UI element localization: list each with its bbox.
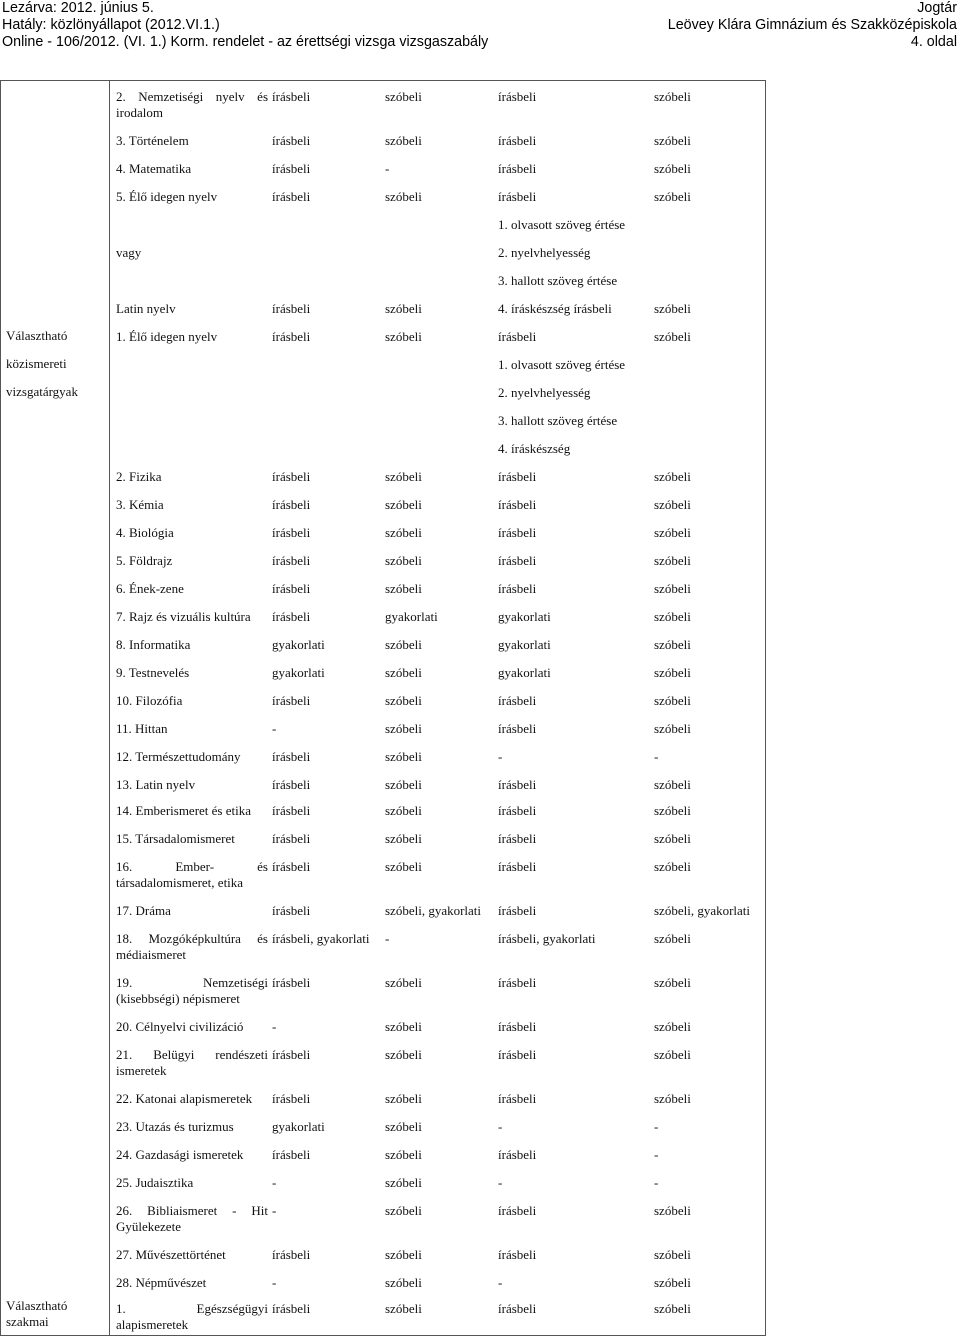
exam-cell-c2: szóbeli xyxy=(385,497,422,512)
exam-cell-c2: szóbeli xyxy=(385,469,422,484)
exam-cell-c2: szóbeli xyxy=(385,1203,422,1218)
exam-cell-c3: írásbeli xyxy=(498,1247,537,1262)
exam-cell-c4: szóbeli xyxy=(654,133,691,148)
exam-cell-c3: 2. nyelvhelyesség xyxy=(498,245,591,260)
header-right xyxy=(668,0,957,51)
exam-cell-c4: - xyxy=(654,1119,659,1134)
exam-cell-c1: írásbeli xyxy=(272,975,311,990)
exam-cell-c3: írásbeli xyxy=(498,133,537,148)
side-label-column xyxy=(0,80,110,1336)
exam-cell-c1: írásbeli xyxy=(272,133,311,148)
exam-cell-c1: írásbeli xyxy=(272,1147,311,1162)
exam-cell-c3: írásbeli xyxy=(498,161,537,176)
exam-cell-c3: írásbeli xyxy=(498,859,537,874)
header-left-line: Online - 106/2012. (VI. 1.) Korm. rendelet - az érettségi vizsga vizsgaszabály xyxy=(2,34,489,50)
header-right-line: Jogtár xyxy=(917,0,957,16)
exam-cell-c4: - xyxy=(654,1175,659,1190)
exam-cell-c1: írásbeli xyxy=(272,1247,311,1262)
exam-cell-c1: írásbeli xyxy=(272,903,311,918)
exam-cell-c3: írásbeli xyxy=(498,721,537,736)
header-right-line: Leövey Klára Gimnázium és Szakközépiskola xyxy=(667,17,957,33)
exam-cell-c2: szóbeli xyxy=(385,189,422,204)
exam-cell-c1: írásbeli xyxy=(272,1091,311,1106)
subject-cell: 2. Nemzetiségi nyelv és xyxy=(116,89,268,104)
exam-cell-c4: - xyxy=(654,749,659,764)
exam-cell-c1: - xyxy=(272,1203,277,1218)
exam-cell-c1: írásbeli xyxy=(272,497,311,512)
exam-cell-c2: szóbeli xyxy=(385,1119,422,1134)
exam-cell-c1: írásbeli xyxy=(272,525,311,540)
subject-cell: (kisebbségi) népismeret xyxy=(116,991,240,1006)
exam-cell-c2: szóbeli xyxy=(385,803,422,818)
exam-cell-c3: 3. hallott szöveg értése xyxy=(498,413,618,428)
side-label: vizsgatárgyak xyxy=(6,384,78,399)
exam-cell-c2: szóbeli xyxy=(385,553,422,568)
exam-cell-c3: írásbeli xyxy=(498,525,537,540)
exam-cell-c3: írásbeli xyxy=(498,1301,537,1316)
exam-cell-c3: írásbeli xyxy=(498,903,537,918)
exam-cell-c3: írásbeli xyxy=(498,1091,537,1106)
exam-cell-c4: szóbeli xyxy=(654,1275,691,1290)
exam-cell-c2: - xyxy=(385,931,390,946)
exam-cell-c3: - xyxy=(498,1119,503,1134)
exam-cell-c4: szóbeli xyxy=(654,931,691,946)
exam-cell-c4: szóbeli xyxy=(654,777,691,792)
exam-cell-c4: szóbeli xyxy=(654,553,691,568)
subject-cell: 17. Dráma xyxy=(116,903,171,918)
subject-cell: 1. Egészségügyi xyxy=(116,1301,268,1316)
subject-cell: 4. Matematika xyxy=(116,161,192,176)
exam-cell-c2: szóbeli xyxy=(385,1047,422,1062)
subject-cell: 4. Biológia xyxy=(116,525,174,540)
exam-cell-c4: szóbeli xyxy=(654,1091,691,1106)
exam-cell-c2: szóbeli xyxy=(385,693,422,708)
subject-cell: 15. Társadalomismeret xyxy=(116,831,235,846)
subject-cell: 7. Rajz és vizuális kultúra xyxy=(116,609,251,624)
exam-cell-c4: szóbeli xyxy=(654,1047,691,1062)
exam-cell-c4: szóbeli xyxy=(654,609,691,624)
subject-cell: 8. Informatika xyxy=(116,637,191,652)
exam-cell-c1: írásbeli xyxy=(272,469,311,484)
exam-cell-c2: szóbeli, gyakorlati xyxy=(385,903,482,918)
exam-cell-c3: írásbeli xyxy=(498,1047,537,1062)
exam-cell-c2: szóbeli xyxy=(385,721,422,736)
exam-cell-c3: írásbeli xyxy=(498,497,537,512)
exam-cell-c3: 1. olvasott szöveg értése xyxy=(498,357,626,372)
exam-cell-c4: szóbeli xyxy=(654,329,691,344)
exam-cell-c3: írásbeli xyxy=(498,553,537,568)
exam-cell-c2: szóbeli xyxy=(385,1275,422,1290)
exam-cell-c3: írásbeli xyxy=(498,581,537,596)
exam-cell-c3: írásbeli xyxy=(498,777,537,792)
side-label: Választható xyxy=(6,1298,68,1313)
exam-cell-c3: 1. olvasott szöveg értése xyxy=(498,217,626,232)
subject-cell: 1. Élő idegen nyelv xyxy=(116,329,218,344)
subject-cell: 9. Testnevelés xyxy=(116,665,190,680)
exam-cell-c3: 4. íráskészség írásbeli xyxy=(498,301,612,316)
exam-cell-c2: szóbeli xyxy=(385,831,422,846)
header-left-line: Lezárva: 2012. június 5. xyxy=(2,0,154,16)
subject-cell: 14. Emberismeret és etika xyxy=(116,803,252,818)
exam-cell-c3: gyakorlati xyxy=(498,637,551,652)
exam-cell-c1: - xyxy=(272,1175,277,1190)
exam-cell-c2: szóbeli xyxy=(385,133,422,148)
exam-cell-c2: szóbeli xyxy=(385,581,422,596)
exam-cell-c4: szóbeli xyxy=(654,721,691,736)
exam-cell-c3: írásbeli xyxy=(498,975,537,990)
exam-cell-c3: 3. hallott szöveg értése xyxy=(498,273,618,288)
exam-cell-c4: szóbeli xyxy=(654,1247,691,1262)
subject-cell: 25. Judaisztika xyxy=(116,1175,194,1190)
exam-cell-c3: gyakorlati xyxy=(498,609,551,624)
subject-cell: 18. Mozgóképkultúra és xyxy=(116,931,268,946)
subject-cell: alapismeretek xyxy=(116,1317,189,1332)
exam-cell-c4: - xyxy=(654,1147,659,1162)
subject-cell: vagy xyxy=(116,245,142,260)
exam-cell-c3: írásbeli xyxy=(498,189,537,204)
subject-cell: ismeretek xyxy=(116,1063,167,1078)
exam-cell-c2: szóbeli xyxy=(385,1175,422,1190)
exam-cell-c3: - xyxy=(498,749,503,764)
exam-cell-c1: - xyxy=(272,1275,277,1290)
exam-cell-c1: gyakorlati xyxy=(272,637,325,652)
subject-cell: 16. Ember- és xyxy=(116,859,268,874)
exam-cell-c4: szóbeli xyxy=(654,693,691,708)
exam-cell-c2: gyakorlati xyxy=(385,609,438,624)
subject-cell: 11. Hittan xyxy=(116,721,168,736)
exam-cell-c1: írásbeli xyxy=(272,1047,311,1062)
exam-cell-c2: szóbeli xyxy=(385,1301,422,1316)
exam-cell-c2: szóbeli xyxy=(385,637,422,652)
exam-cell-c2: szóbeli xyxy=(385,329,422,344)
exam-cell-c4: szóbeli xyxy=(654,525,691,540)
exam-cell-c2: szóbeli xyxy=(385,301,422,316)
exam-cell-c3: írásbeli xyxy=(498,1019,537,1034)
exam-cell-c1: gyakorlati xyxy=(272,1119,325,1134)
exam-cell-c1: írásbeli xyxy=(272,553,311,568)
exam-cell-c3: - xyxy=(498,1275,503,1290)
exam-cell-c4: szóbeli xyxy=(654,665,691,680)
subject-cell: 19. Nemzetiségi xyxy=(116,975,268,990)
exam-cell-c2: szóbeli xyxy=(385,1091,422,1106)
exam-cell-c2: szóbeli xyxy=(385,859,422,874)
subject-cell: 5. Földrajz xyxy=(116,553,173,568)
exam-cell-c2: szóbeli xyxy=(385,1019,422,1034)
exam-cell-c3: 2. nyelvhelyesség xyxy=(498,385,591,400)
subject-cell: 22. Katonai alapismeretek xyxy=(116,1091,253,1106)
exam-cell-c3: - xyxy=(498,1175,503,1190)
exam-cell-c3: írásbeli xyxy=(498,803,537,818)
exam-cell-c1: írásbeli xyxy=(272,831,311,846)
subject-cell: 24. Gazdasági ismeretek xyxy=(116,1147,244,1162)
exam-cell-c1: írásbeli xyxy=(272,749,311,764)
exam-cell-c4: szóbeli, gyakorlati xyxy=(654,903,751,918)
subject-cell: 3. Kémia xyxy=(116,497,164,512)
exam-cell-c4: szóbeli xyxy=(654,1301,691,1316)
subject-cell: 3. Történelem xyxy=(116,133,189,148)
subject-cell: irodalom xyxy=(116,105,163,120)
exam-cell-c4: szóbeli xyxy=(654,637,691,652)
subject-cell: 6. Ének-zene xyxy=(116,581,184,596)
exam-cell-c1: írásbeli xyxy=(272,777,311,792)
subject-cell: társadalomismeret, etika xyxy=(116,875,244,890)
exam-cell-c1: írásbeli xyxy=(272,89,311,104)
exam-cell-c1: - xyxy=(272,721,277,736)
exam-cell-c3: írásbeli xyxy=(498,1203,537,1218)
exam-cell-c1: írásbeli xyxy=(272,693,311,708)
exam-cell-c4: szóbeli xyxy=(654,803,691,818)
exam-cell-c2: szóbeli xyxy=(385,665,422,680)
header-right-line: 4. oldal xyxy=(910,34,957,50)
exam-cell-c4: szóbeli xyxy=(654,469,691,484)
side-label: Választható xyxy=(6,328,68,343)
exam-cell-c3: írásbeli xyxy=(498,89,537,104)
subject-cell: 21. Belügyi rendészeti xyxy=(116,1047,268,1062)
subject-cell: 12. Természettudomány xyxy=(116,749,241,764)
exam-cell-c1: írásbeli xyxy=(272,581,311,596)
exam-cell-c2: szóbeli xyxy=(385,525,422,540)
exam-cell-c4: szóbeli xyxy=(654,1019,691,1034)
exam-cell-c4: szóbeli xyxy=(654,859,691,874)
exam-cell-c1: - xyxy=(272,1019,277,1034)
subject-cell: 5. Élő idegen nyelv xyxy=(116,189,218,204)
exam-cell-c3: írásbeli xyxy=(498,469,537,484)
exam-cell-c2: - xyxy=(385,161,390,176)
exam-cell-c1: gyakorlati xyxy=(272,665,325,680)
exam-cell-c3: írásbeli xyxy=(498,693,537,708)
exam-cell-c3: írásbeli xyxy=(498,329,537,344)
subject-cell: 27. Művészettörténet xyxy=(116,1247,226,1262)
exam-cell-c4: szóbeli xyxy=(654,161,691,176)
exam-cell-c3: írásbeli xyxy=(498,831,537,846)
exam-cell-c2: szóbeli xyxy=(385,1147,422,1162)
exam-cell-c4: szóbeli xyxy=(654,1203,691,1218)
exam-cell-c4: szóbeli xyxy=(654,831,691,846)
exam-cell-c2: szóbeli xyxy=(385,777,422,792)
exam-cell-c4: szóbeli xyxy=(654,975,691,990)
exam-cell-c1: írásbeli xyxy=(272,301,311,316)
exam-cell-c4: szóbeli xyxy=(654,581,691,596)
subject-cell: Latin nyelv xyxy=(116,301,176,316)
exam-cell-c4: szóbeli xyxy=(654,189,691,204)
exam-cell-c2: szóbeli xyxy=(385,749,422,764)
subject-cell: médiaismeret xyxy=(116,947,187,962)
exam-cell-c2: szóbeli xyxy=(385,1247,422,1262)
subject-cell: 10. Filozófia xyxy=(116,693,183,708)
page-header xyxy=(0,0,960,52)
exam-cell-c1: írásbeli xyxy=(272,1301,311,1316)
exam-cell-c4: szóbeli xyxy=(654,89,691,104)
exam-cell-c1: írásbeli xyxy=(272,329,311,344)
exam-cell-c3: 4. íráskészség xyxy=(498,441,571,456)
side-label: közismereti xyxy=(6,356,67,371)
exam-cell-c1: írásbeli xyxy=(272,189,311,204)
exam-cell-c1: írásbeli xyxy=(272,161,311,176)
subject-cell: 23. Utazás és turizmus xyxy=(116,1119,234,1134)
exam-cell-c3: írásbeli xyxy=(498,1147,537,1162)
subject-cell: 26. Bibliaismeret - Hit xyxy=(116,1203,268,1218)
exam-cell-c2: szóbeli xyxy=(385,975,422,990)
subject-cell: 2. Fizika xyxy=(116,469,162,484)
exam-cell-c3: írásbeli, gyakorlati xyxy=(498,931,596,946)
exam-cell-c4: szóbeli xyxy=(654,301,691,316)
subject-cell: Gyülekezete xyxy=(116,1219,181,1234)
subject-cell: 20. Célnyelvi civilizáció xyxy=(116,1019,244,1034)
side-label: szakmai xyxy=(6,1314,49,1329)
exam-cell-c4: szóbeli xyxy=(654,497,691,512)
header-left xyxy=(2,0,488,51)
subject-cell: 13. Latin nyelv xyxy=(116,777,196,792)
exam-cell-c1: írásbeli xyxy=(272,803,311,818)
exam-cell-c1: írásbeli, gyakorlati xyxy=(272,931,370,946)
exam-cell-c3: gyakorlati xyxy=(498,665,551,680)
exam-cell-c1: írásbeli xyxy=(272,609,311,624)
header-left-line: Hatály: közlönyállapot (2012.VI.1.) xyxy=(2,17,220,33)
exam-cell-c2: szóbeli xyxy=(385,89,422,104)
subject-cell: 28. Népművészet xyxy=(116,1275,207,1290)
exam-cell-c1: írásbeli xyxy=(272,859,311,874)
